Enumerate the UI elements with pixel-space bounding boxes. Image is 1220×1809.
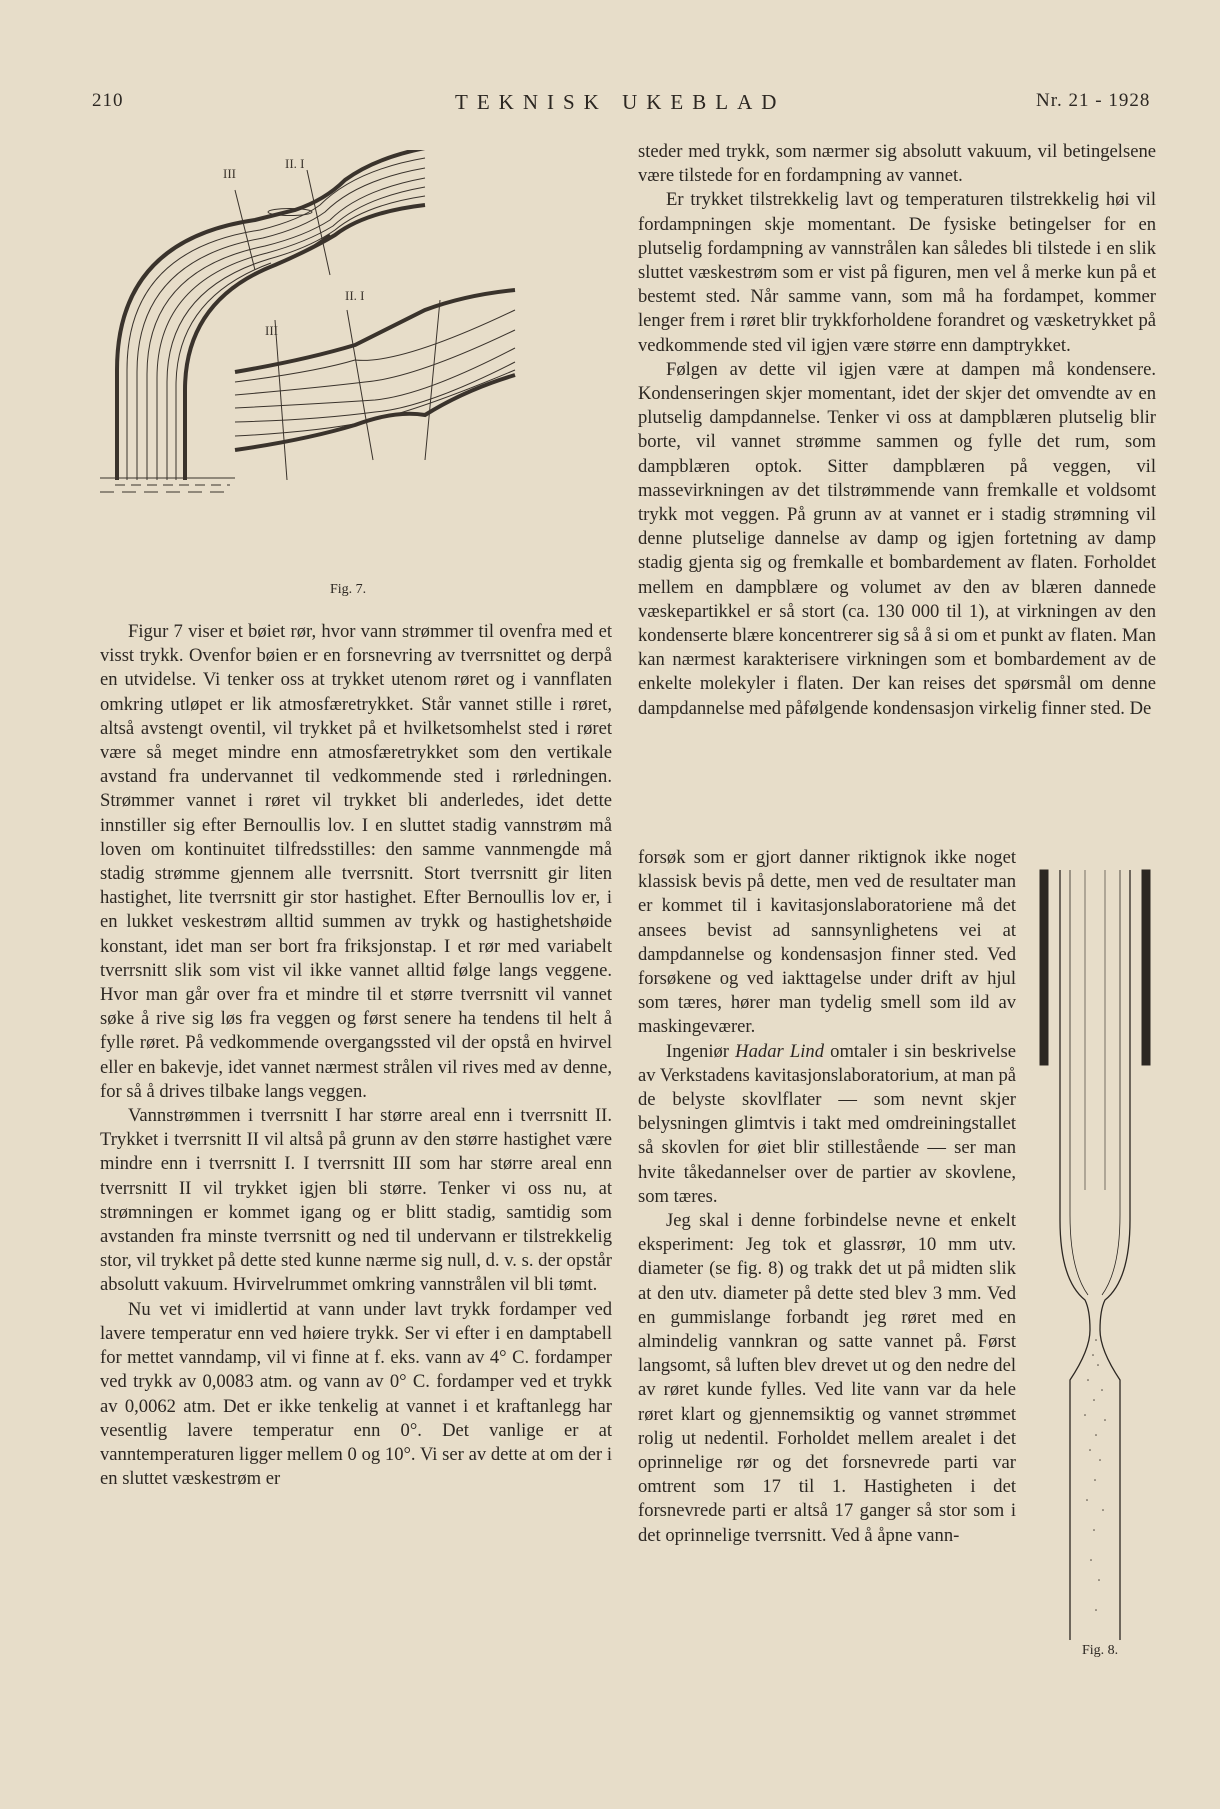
- figure-7-caption: Fig. 7.: [330, 582, 367, 597]
- fig7-label-III-mid: III: [265, 323, 278, 338]
- right-column-narrow: [638, 846, 1016, 1548]
- right-paragraph: forsøk som er gjort danner riktignok ikke noget klassisk bevis på dette, men ved de resultater man er kommet til i kavitasjonslaboratoriene må det ansees bevist ad sannsynlighetens vei at dampdannelse og kondensasjon finner sted. Ved forsøkene og ved iakttagelse under drift av hjul som tæres, hører man tydelig smell som ild av maskingeværer.: [638, 847, 1016, 1038]
- fig7-label-II-I-mid: II. I: [345, 288, 365, 303]
- left-paragraph: Figur 7 viser et bøiet rør, hvor vann strømmer til ovenfra med et visst trykk. Ovenfor bøien er en forsnevring av tverrsnittet og derpå en utvidelse. Vi tenker oss at trykket utenom røret og i vannflaten omkring utløpet er lik atmosfæretrykket. Står vannet stille i røret, altså avstengt oventil, vil trykket på et hvilketsomhelst sted i røret være så meget mindre enn atmosfæretrykket som den vertikale avstand fra undervannet til vedkommende sted i rørledningen. Strømmer vannet i røret vil trykket bli anderledes, idet dette innstiller sig efter Bernoullis lov. I en sluttet stadig vannstrøm må loven om kontinuitet tilfredsstilles: den samme vannmengde må stadig strømme gjennem alle tverrsnitt. Stort tverrsnitt gir liten hastighet, lite tverrsnitt gir stor hastighet. Efter Bernoullis lov er, i en lukket veskestrøm alltid summen av trykk og hastighetshøide konstant, idet man ser bort fra friksjonstap. I et rør med variabelt tverrsnitt slik som vist vil ikke vannet alltid følge langs veggene. Hvor man går over fra et mindre til et større tverrsnitt vil vannet søke å rive sig løs fra veggen og først senere ha tendens til helt å fylle røret. På vedkommende overgangssted vil der opstå en hvirvel eller en bakevje, idet vannet nærmest strålen vil rives med av denne, for så å drives tilbake langs veggen.: [100, 621, 612, 1102]
- left-column: [100, 620, 612, 1491]
- right-column-top: [638, 140, 1156, 721]
- issue-number: Nr. 21 - 1928: [1036, 90, 1151, 111]
- right-paragraph: Følgen av dette vil igjen være at dampen må kondensere. Kondenseringen skjer momentant, idet der skjer det omvendte av en plutselig dampdannelse. Tenker vi oss at dampblæren plutselig blir borte, vil vannet strømme sammen og fylle det rum, som dampblæren optok. Sitter dampblæren på veggen, vil massevirkningen av det tilstrømmende vann fremkalle et voldsomt trykk mot veggen. På grunn av at vannet er i stadig strømning vil denne plutselige dannelse av damp og igjen fortetning av damp stadig gjenta sig og fremkalle et bombardement av flaten. Forholdet mellem en dampblære og volumet av den av blæren dannede væskepartikkel er så stort (ca. 130 000 til 1), at virkningen av den kondenserte blære koncentrerer sig så å si om et punkt av flaten. Man kan nærmest karakterisere virkningen som et bombardement av de enkelte molekyler i flaten. Der kan reises det spørsmål om denne dampdannelse med påfølgende kondensasjon virkelig finner sted. De: [638, 358, 1156, 719]
- figure-7-bent-pipe-diagram: [95, 150, 630, 580]
- right-paragraph: Er trykket tilstrekkelig lavt og temperaturen tilstrekkelig høi vil fordampningen skje momentant. De fysiske betingelser for en plutselig fordampning av vannstrålen kan således bli tilstede i en slik sluttet væskestrøm som er vist på figuren, men vel å merke kun på et bestemt sted. Når samme vann, som må ha fordampet, kommer lenger frem i røret blir trykkforholdene forandret og væsketrykket på vedkommende sted vil igjen være større enn damptrykket.: [638, 189, 1156, 356]
- page-number: 210: [92, 90, 124, 111]
- right-paragraph: Ingeniør Hadar Lind omtaler i sin beskrivelse av Verkstadens kavitasjonslaboratorium, at man på de belyste skovlflater — som nevnt skjer belysningen glimtvis i takt med omdreiningstallet så skovlen for øiet blir stillestående — ser man hvite tåkedannelser over de partier av skovlene, som tæres.: [638, 1040, 1016, 1207]
- journal-title: TEKNISK UKEBLAD: [455, 90, 786, 114]
- fig7-label-II-I-top: II. I: [285, 156, 305, 171]
- figure-8-caption: Fig. 8.: [1082, 1643, 1119, 1658]
- left-paragraph: Vannstrømmen i tverrsnitt I har større areal enn i tverrsnitt II. Trykket i tverrsnitt II vil altså på grunn av den større hastighet være mindre enn i tverrsnitt I. I tverrsnitt III som har større areal enn tverrsnitt II vil trykket igjen bli større. Tenker vi oss nu, at strømningen er kommet igang og er blitt stadig, samtidig som avstanden fra minste tverrsnitt og ned til undervann er tilstrekkelig stor, vil trykket på dette sted kunne nærme sig null, d. v. s. der opstår absolutt vakuum. Hvirvelrummet omkring vannstrålen vil bli tømt.: [100, 1105, 612, 1296]
- figure-8-glass-tube-diagram: [1030, 860, 1180, 1650]
- fig7-label-III-top: III: [223, 166, 236, 181]
- left-paragraph: Nu vet vi imidlertid at vann under lavt trykk fordamper ved lavere temperatur enn ved høiere trykk. Ser vi efter i en damptabell for mettet vanndamp, vil vi finne at f. eks. vann av 4° C. fordamper ved trykk av 0,0083 atm. og vann av 0° C. fordamper ved et trykk av 0,0062 atm. Det er ikke tenkelig at vannet i et kraftanlegg har vesentlig lavere temperatur enn 0°. Det vanlige er at vanntemperaturen ligger mellem 0 og 10°. Vi ser av dette at om der i en sluttet væskestrøm er: [100, 1298, 612, 1490]
- right-paragraph: Jeg skal i denne forbindelse nevne et enkelt eksperiment: Jeg tok et glassrør, 10 mm utv. diameter (se fig. 8) og trakk det ut på midten slik at den utv. diameter på dette sted blev 3 mm. Ved en gummislange forbandt jeg røret med en almindelig vannkran og satte vannet på. Først langsomt, så luften blev drevet ut og den nedre del av røret kunde fylles. Ved lite vann var da hele røret klart og gjennemsiktig og vannet strømmet rolig ut nedentil. Forholdet mellem arealet i det oprinnelige rør og det forsnevrede parti var omtrent som 17 til 1. Hastigheten i det forsnevrede parti er altså 17 ganger så stor som i det oprinnelige tverrsnitt. Ved å åpne vann-: [638, 1210, 1016, 1546]
- author-name: Hadar Lind: [735, 1040, 824, 1062]
- right-paragraph: steder med trykk, som nærmer sig absolutt vakuum, vil betingelsene være tilstede for en fordampning av vannet.: [638, 141, 1156, 187]
